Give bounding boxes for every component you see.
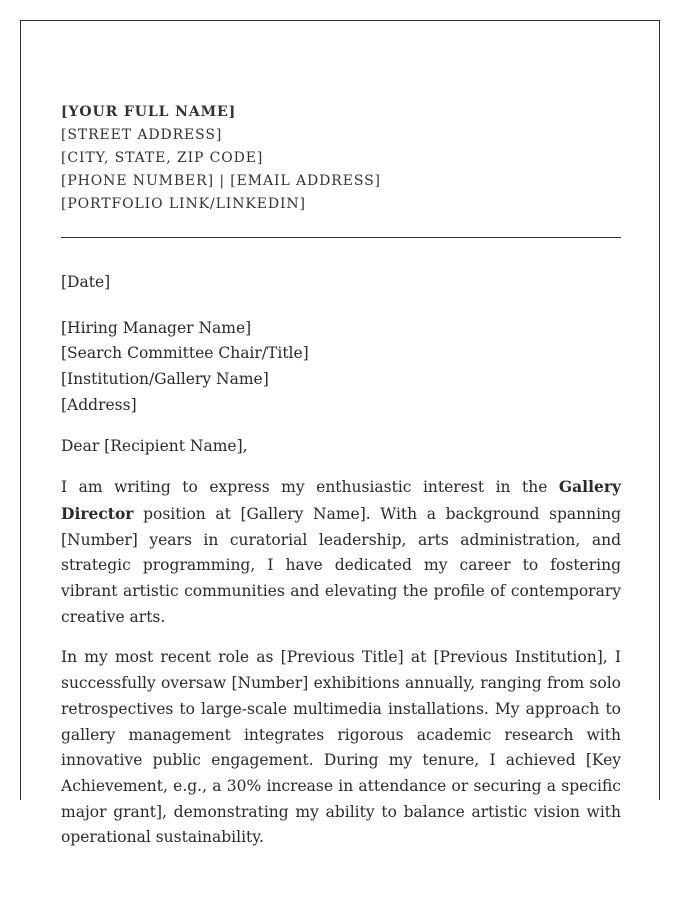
paragraph-1-start: I am writing to express my enthusiastic interest in the — [61, 478, 559, 497]
recipient-line-1: [Hiring Manager Name] — [61, 318, 252, 337]
recipient-line-2: [Search Committee Chair/Title] — [61, 344, 309, 363]
sender-contact: [PHONE NUMBER] | [EMAIL ADDRESS] — [61, 173, 381, 189]
letter-date: [Date] — [61, 273, 111, 291]
sender-portfolio: [PORTFOLIO LINK/LINKEDIN] — [61, 196, 306, 212]
paragraph-1 — [61, 474, 621, 630]
paragraph-1-position-title: Gallery Director — [61, 477, 621, 523]
letter-body — [61, 270, 621, 851]
salutation: Dear [Recipient Name], — [61, 436, 248, 455]
sender-name: [YOUR FULL NAME] — [61, 104, 237, 120]
document-page — [20, 20, 660, 847]
recipient-line-3: [Institution/Gallery Name] — [61, 370, 269, 389]
recipient-line-4: [Address] — [61, 395, 137, 414]
paragraph-1-end: position at [Gallery Name]. With a background spanning [Number] years in curatorial leadership, arts administration, and strategic programming, I have dedicated my career to fostering vibrant artistic communities and elevating the profile of contemporary creative arts. — [61, 504, 621, 626]
sender-street: [STREET ADDRESS] — [61, 127, 223, 143]
sender-header — [61, 101, 621, 216]
recipient-block — [61, 316, 621, 419]
header-divider — [61, 237, 621, 238]
sender-city: [CITY, STATE, ZIP CODE] — [61, 150, 264, 166]
paragraph-2: In my most recent role as [Previous Title] at [Previous Institution], I successfully oversaw [Number] exhibitions annually, ranging from solo retrospectives to large-scale multimedia installations. My approach to gallery management integrates rigorous academic research with innovative public engagement. During my tenure, I achieved [Key Achievement, e.g., a 30% increase in attendance or securing a specific major grant], demonstrating my ability to balance artistic vision with operational sustainability. — [61, 648, 621, 847]
letter-content — [61, 101, 621, 851]
